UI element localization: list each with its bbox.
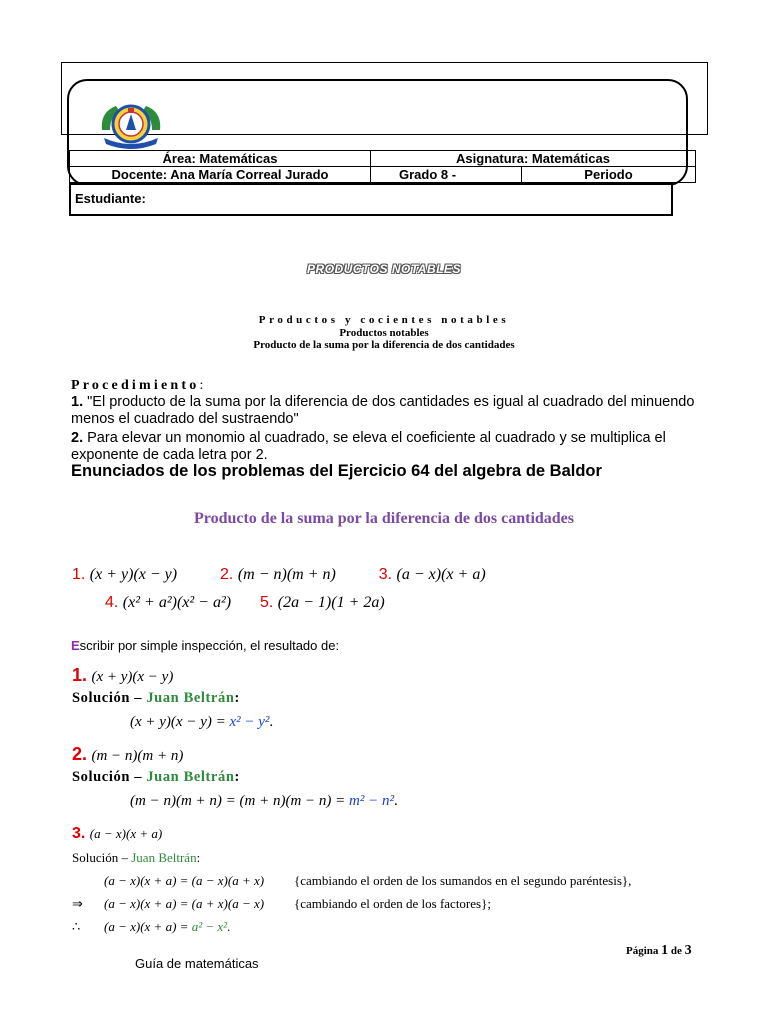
step-result: a² − x² xyxy=(191,919,228,934)
solution-2-number: 2. xyxy=(72,744,88,764)
implies-icon: ⇒ xyxy=(72,896,83,911)
period-cell: Periodo xyxy=(522,167,696,183)
procedure-label xyxy=(71,378,203,394)
solution-2-label xyxy=(72,769,240,786)
subtitle-1: Productos notables xyxy=(339,327,429,339)
step-note: {cambiando el orden de los sumandos en el segundo paréntesis}, xyxy=(294,873,632,888)
solution-3-expression: (a − x)(x + a) xyxy=(89,826,163,841)
solution-1-end: . xyxy=(269,714,274,730)
student-label: Estudiante: xyxy=(75,191,146,206)
rule-2 xyxy=(71,430,701,464)
subject-cell: Asignatura: Matemáticas xyxy=(371,151,696,167)
solution-colon: : xyxy=(234,769,240,785)
solution-author: Juan Beltrán xyxy=(146,690,235,706)
solution-3-heading xyxy=(72,825,162,843)
problem-number: 3. xyxy=(378,566,393,583)
page-current: 1 xyxy=(661,943,669,958)
step-lhs: (a − x)(x + a) = xyxy=(104,919,192,934)
solution-2-result: m² − n² xyxy=(349,793,394,809)
rule-2-number: 2. xyxy=(71,430,84,446)
rule-1-text: "El producto de la suma por la diferencia de dos cantidades es igual al cuadrado del minuendo menos el cuadrado del sustraendo" xyxy=(71,394,695,427)
therefore-icon: ∴ xyxy=(72,919,81,934)
subtitle-2: Producto de la suma por la diferencia de dos cantidades xyxy=(253,339,515,351)
procedure-label-text: Procedimiento xyxy=(71,378,200,393)
solution-3-number: 3. xyxy=(72,825,86,842)
solution-2-heading xyxy=(72,744,183,765)
student-field[interactable] xyxy=(69,183,673,216)
rule-2-text: Para elevar un monomio al cuadrado, se eleva el coeficiente al cuadrado y se multiplica el exponente de cada letra por 2. xyxy=(71,430,666,463)
rule-1 xyxy=(71,394,701,428)
instruction xyxy=(71,638,339,653)
step-equation: (a − x)(x + a) = (a − x)(a + x) xyxy=(104,873,265,888)
solution-prefix: Solución xyxy=(72,690,130,706)
info-table xyxy=(69,150,696,183)
solution-prefix: Solución xyxy=(72,850,119,865)
school-logo xyxy=(96,100,166,152)
solution-1-result: x² − y² xyxy=(229,714,270,730)
solution-2-expression: (m − n)(m + n) xyxy=(91,748,184,764)
procedure-colon: : xyxy=(199,378,204,393)
solution-3-label xyxy=(72,850,200,866)
solution-author: Juan Beltrán xyxy=(131,850,197,865)
step-equation: (a − x)(x + a) = (a + x)(a − x) xyxy=(104,896,265,911)
problem-number: 5. xyxy=(260,594,274,611)
grade-cell: Grado 8 - xyxy=(371,167,522,183)
problem-expression: (x² + a²)(x² − a²) xyxy=(122,594,232,611)
solution-author: Juan Beltrán xyxy=(146,769,235,785)
solution-2-end: . xyxy=(393,793,398,809)
solution-1-label xyxy=(72,690,240,707)
problem-expression: (m − n)(m + n) xyxy=(237,566,336,583)
step-equation xyxy=(104,919,230,935)
problem-number: 2. xyxy=(220,566,234,583)
solution-2-lhs: (m − n)(m + n) = (m + n)(m − n) = xyxy=(130,793,350,809)
page-prefix: Página xyxy=(626,945,662,957)
page-mid: de xyxy=(668,945,685,957)
exercise-heading: Enunciados de los problemas del Ejercicio 64 del algebra de Baldor xyxy=(71,462,602,480)
area-cell: Área: Matemáticas xyxy=(70,151,371,167)
problems-row-1 xyxy=(72,566,486,584)
problem-expression: (2a − 1)(1 + 2a) xyxy=(277,594,385,611)
solution-dash: – xyxy=(130,690,147,706)
solution-1-number: 1. xyxy=(72,665,88,685)
solution-1-equation xyxy=(130,714,273,731)
page-number xyxy=(626,943,692,959)
solution-1-heading xyxy=(72,665,173,686)
problems-row-2 xyxy=(105,594,385,612)
rule-1-number: 1. xyxy=(71,394,84,410)
solution-dash: – xyxy=(118,850,132,865)
instruction-text: scribir por simple inspección, el resultado de: xyxy=(79,638,340,653)
solution-1-lhs: (x + y)(x − y) = xyxy=(130,714,230,730)
problem-expression: (x + y)(x − y) xyxy=(89,566,178,583)
solution-colon: : xyxy=(234,690,240,706)
instruction-initial: E xyxy=(71,638,80,653)
solution-1-expression: (x + y)(x − y) xyxy=(91,669,174,685)
solution-prefix: Solución xyxy=(72,769,130,785)
problem-number: 1. xyxy=(72,566,86,583)
solution-colon: : xyxy=(196,850,201,865)
step-end: . xyxy=(227,919,231,934)
teacher-cell: Docente: Ana María Correal Jurado xyxy=(70,167,371,183)
footer-text: Guía de matemáticas xyxy=(135,956,259,971)
section-title: Producto de la suma por la diferencia de dos cantidades xyxy=(193,510,575,527)
solution-2-equation xyxy=(130,793,398,810)
main-title: PRODUCTOS NOTABLES xyxy=(307,262,461,276)
problem-number: 4. xyxy=(105,594,119,611)
problem-expression: (a − x)(x + a) xyxy=(396,566,486,583)
spaced-title: Productos y cocientes notables xyxy=(258,314,510,326)
solution-dash: – xyxy=(130,769,147,785)
page-total: 3 xyxy=(684,943,692,958)
step-note: {cambiando el orden de los factores}; xyxy=(294,896,491,911)
